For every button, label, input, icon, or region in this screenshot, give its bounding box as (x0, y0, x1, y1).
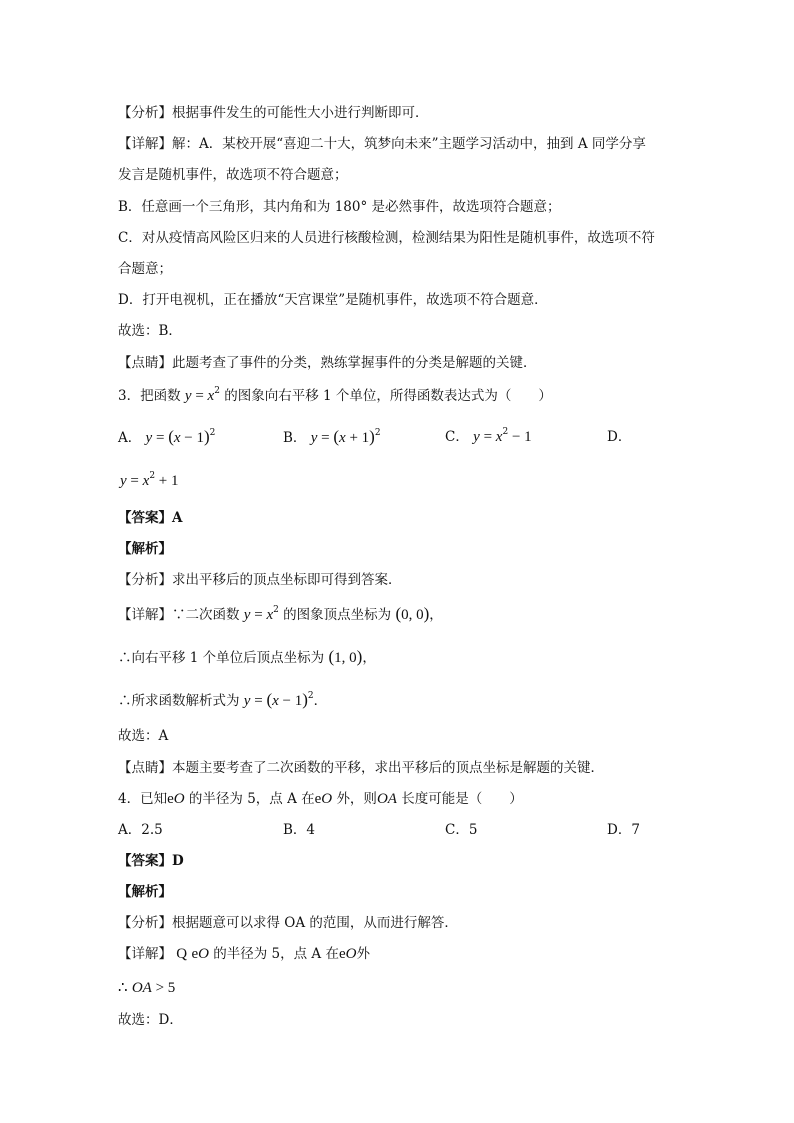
q3-stem: 3．把函数 $y = x^2$ 的图象向右平移 1 个单位，所得函数表达式为（ ） (118, 386, 552, 404)
q4-option-a: A．2.5 (118, 822, 163, 838)
q4-analysis: 【分析】根据题意可以求得 OA 的范围，从而进行解答． (118, 915, 458, 931)
q2-detail-line-2: 发言是随机事件，故选项不符合题意； (118, 167, 348, 183)
q3-stem-post: 的图象向右平移 1 个单位，所得函数表达式为（ ） (224, 388, 552, 404)
q3-analysis: 【分析】求出平移后的顶点坐标即可得到答案． (118, 572, 402, 588)
q2-analysis: 【分析】根据事件发生的可能性大小进行判断即可． (118, 105, 429, 121)
q3-option-c: C． $y = x^2 - 1$ (445, 427, 532, 445)
circle-symbol-icon: e (314, 791, 322, 807)
q3-detail: 【详解】∵二次函数 $y = x^2$ 的图象顶点坐标为 (0, 0)， (118, 604, 443, 623)
q4-option-b: B．4 (283, 822, 316, 838)
q3-stem-formula: y (184, 388, 192, 404)
q4-option-c: C．5 (445, 822, 478, 838)
q2-option-c-explanation-2: 合题意； (118, 261, 172, 277)
circle-symbol-icon: e (167, 791, 174, 807)
q4-inequality: ∴ OA > 5 (118, 980, 176, 996)
q3-stem-pre: 3．把函数 (118, 388, 181, 404)
q3-answer: 【答案】A (118, 510, 183, 526)
q4-jiexi: 【解析】 (118, 884, 172, 900)
q3-choose: 故选：A (118, 728, 169, 744)
q2-comment: 【点睛】此题考查了事件的分类，熟练掌握事件的分类是解题的关键． (118, 355, 537, 371)
circle-symbol-icon: e (191, 946, 199, 962)
because-symbol-icon: Q (176, 946, 188, 962)
q2-option-b-explanation: B．任意画一个三角形，其内角和为 180° 是必然事件，故选项符合题意； (118, 199, 561, 215)
q2-option-c-explanation-1: C．对从疫情高风险区归来的人员进行核酸检测，检测结果为阳性是随机事件，故选项不符 (118, 230, 655, 246)
q4-answer: 【答案】D (118, 853, 184, 869)
q3-option-d-label: D． (607, 429, 632, 445)
q4-stem: 4．已知eO 的半径为 5，点 A 在eO 外，则OA 长度可能是（ ） (118, 791, 523, 807)
q4-choose: 故选：D． (118, 1012, 183, 1028)
q3-option-a: A． $y = (x - 1)^2$ (118, 427, 216, 446)
q4-detail: 【详解】 Q eO 的半径为 5，点 A 在eO外 (118, 946, 370, 962)
q3-comment: 【点睛】本题主要考查了二次函数的平移，求出平移后的顶点坐标是解题的关键． (118, 760, 604, 776)
q4-option-d: D．7 (607, 822, 640, 838)
q3-option-b: B． $y = (x + 1)^2$ (283, 427, 381, 446)
circle-symbol-icon: e (338, 946, 346, 962)
q3-jiexi: 【解析】 (118, 541, 172, 557)
therefore-symbol-icon: ∴ (118, 980, 128, 996)
q3-step-2: ∴向右平移 1 个单位后顶点坐标为 (1, 0)， (118, 647, 376, 666)
q3-step-3: ∴所求函数解析式为 $y = (x - 1)^2$． (118, 690, 328, 709)
q2-option-d-explanation: D．打开电视机，正在播放“天宫课堂”是随机事件，故选项不符合题意． (118, 292, 548, 308)
q3-option-d-formula: $y = x^2 + 1$ (120, 471, 179, 489)
q2-choose: 故选：B． (118, 323, 182, 339)
q2-detail-line-1: 【详解】解：A．某校开展“喜迎二十大，筑梦向未来”主题学习活动中，抽到 A 同学分享 (118, 136, 646, 152)
